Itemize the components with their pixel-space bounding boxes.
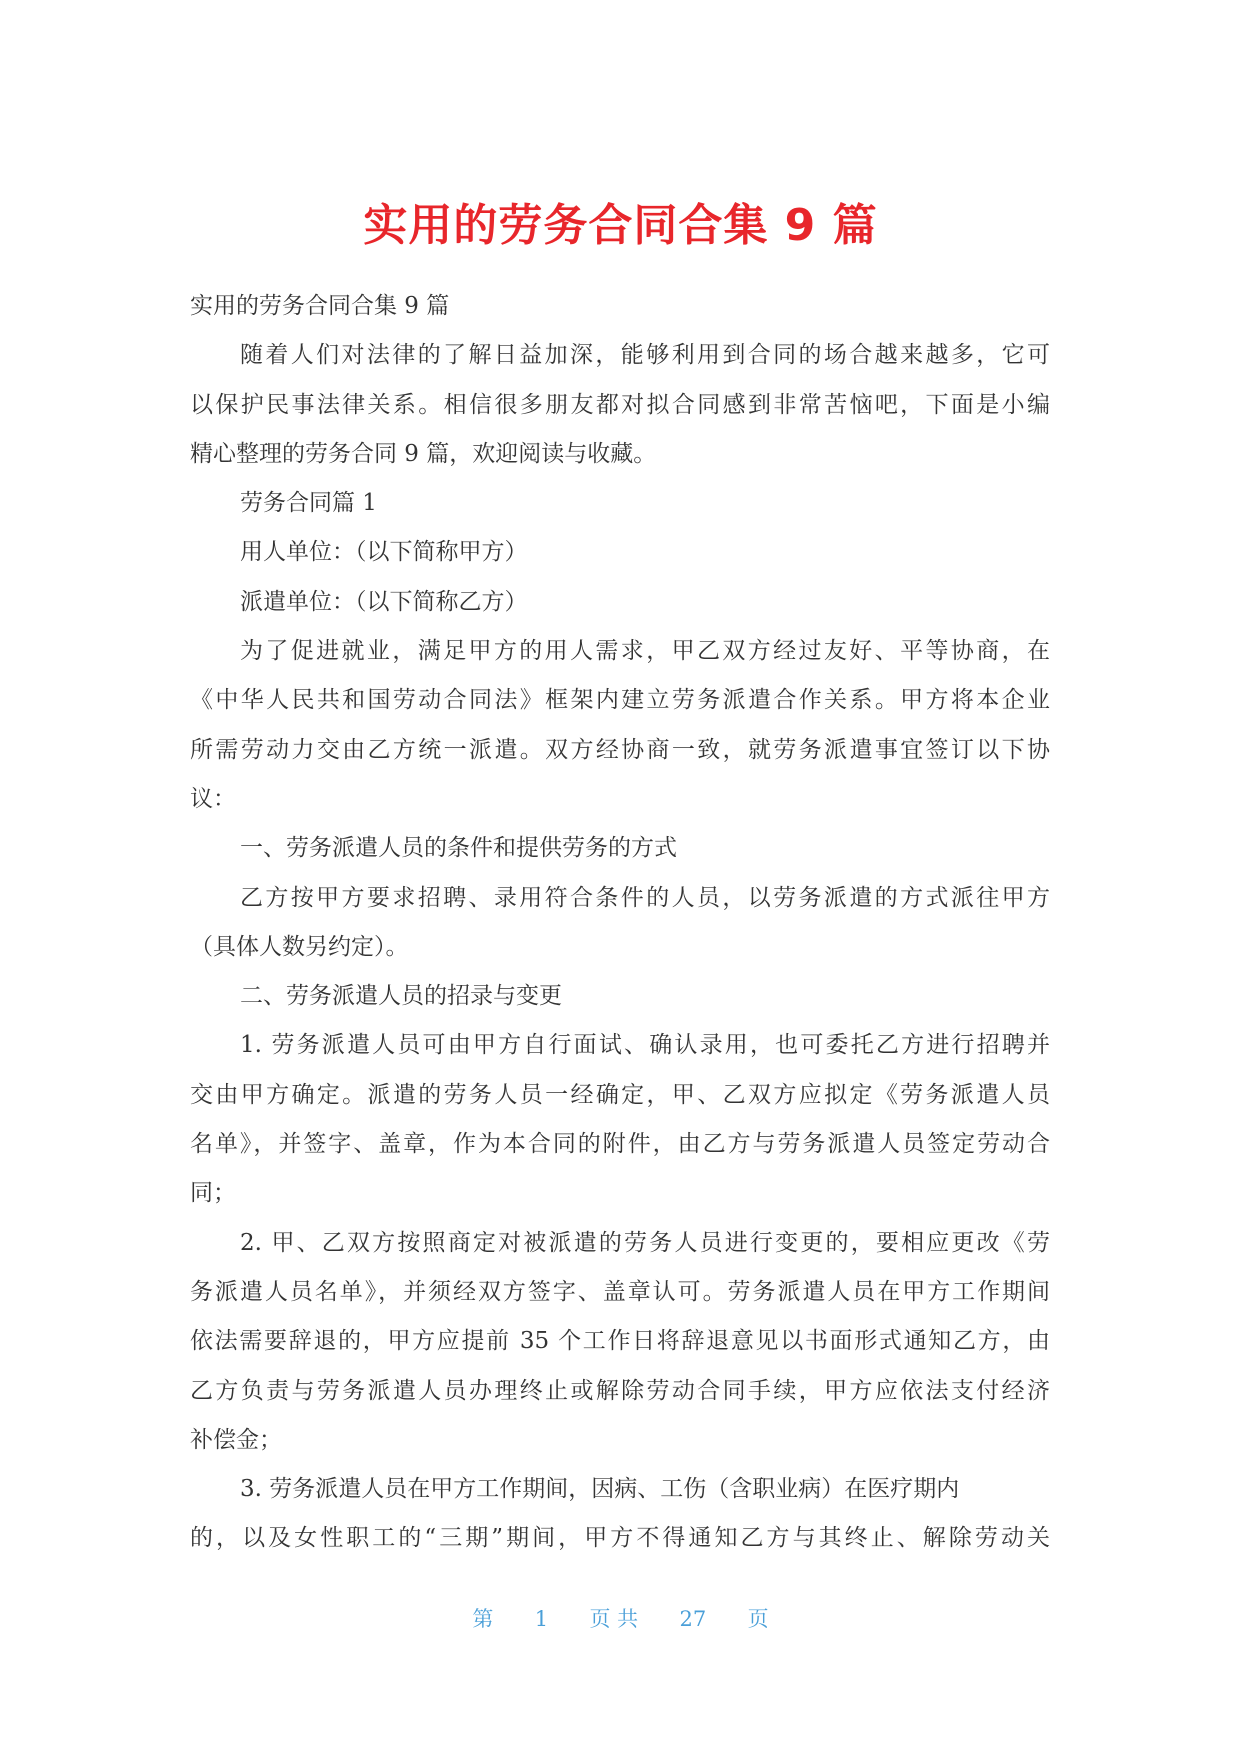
body-line: 依法需要辞退的，甲方应提前 35 个工作日将辞退意见以书面形式通知乙方，由 [190,1328,1050,1355]
body-line: 2. 甲、乙双方按照商定对被派遣的劳务人员进行变更的，要相应更改《劳 [240,1229,1050,1256]
body-line: 乙方按甲方要求招聘、录用符合条件的人员，以劳务派遣的方式派往甲方 [240,884,1050,911]
body-line: 以保护民事法律关系。相信很多朋友都对拟合同感到非常苦恼吧，下面是小编 [190,391,1050,418]
clause-heading: 一、劳务派遣人员的条件和提供劳务的方式 [240,835,677,862]
section-heading: 劳务合同篇 1 [240,490,377,517]
total-pages-number: 27 [679,1607,707,1631]
body-line: 1. 劳务派遣人员可由甲方自行面试、确认录用，也可委托乙方进行招聘并 [240,1032,1050,1059]
body-line: 乙方负责与劳务派遣人员办理终止或解除劳动合同手续，甲方应依法支付经济 [190,1377,1050,1404]
body-line: 交由甲方确定。派遣的劳务人员一经确定，甲、乙双方应拟定《劳务派遣人员 [190,1081,1050,1108]
body-line: 《中华人民共和国劳动合同法》框架内建立劳务派遣合作关系。甲方将本企业 [190,687,1050,714]
body-line: 所需劳动力交由乙方统一派遣。双方经协商一致，就劳务派遣事宜签订以下协 [190,736,1050,763]
page-label-pre: 第 [472,1607,494,1631]
document-body [190,282,1050,1564]
page-footer [0,1604,1241,1634]
body-line: 派遣单位：（以下简称乙方） [240,588,528,615]
body-line: 精心整理的劳务合同 9 篇，欢迎阅读与收藏。 [190,440,657,467]
body-line: （具体人数另约定）。 [190,933,409,960]
body-line: 3. 劳务派遣人员在甲方工作期间，因病、工伤（含职业病）在医疗期内 [240,1476,960,1503]
page-label-post: 页 [747,1607,769,1631]
clause-heading: 二、劳务派遣人员的招录与变更 [240,983,562,1010]
body-line: 名单》，并签字、盖章，作为本合同的附件，由乙方与劳务派遣人员签定劳动合 [190,1131,1050,1158]
body-line: 实用的劳务合同合集 9 篇 [190,293,450,319]
current-page-number: 1 [534,1607,549,1631]
body-line: 同； [190,1180,236,1207]
body-line: 用人单位：（以下简称甲方） [240,539,528,566]
body-line: 补偿金； [190,1426,282,1453]
page-label-mid: 页 共 [589,1607,639,1631]
body-line: 随着人们对法律的了解日益加深，能够利用到合同的场合越来越多，它可 [240,342,1050,369]
document-title: 实用的劳务合同合集 9 篇 [363,200,878,251]
body-line: 为了促进就业，满足甲方的用人需求，甲乙双方经过友好、平等协商，在 [240,638,1050,665]
body-line: 务派遣人员名单》，并须经双方签字、盖章认可。劳务派遣人员在甲方工作期间 [190,1278,1050,1305]
body-line: 的，以及女性职工的“三期”期间，甲方不得通知乙方与其终止、解除劳动关 [190,1525,1050,1552]
body-line: 议： [190,785,236,812]
